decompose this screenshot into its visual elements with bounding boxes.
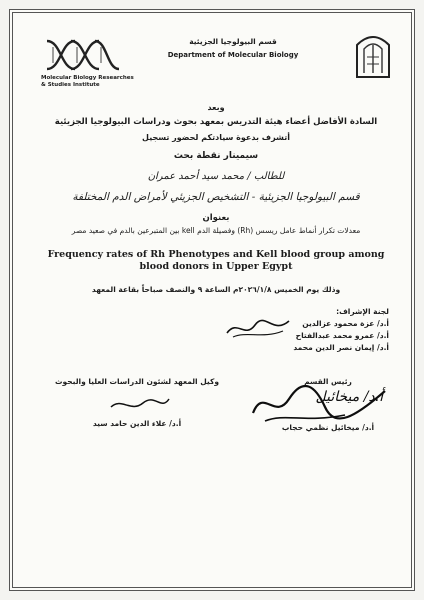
vice-dean-signature	[105, 393, 175, 417]
seminar-title-ar: معدلات تكرار أنماط عامل ريسس (Rh) وفصيلة الدم kell بين المتبرعين بالدم في صعيد مصر	[71, 226, 361, 235]
department-head-title: رئيس القسم	[304, 377, 352, 386]
department-head-name: أ.د/ ميخائيل نظمي حجاب	[281, 423, 375, 432]
university-logo	[353, 31, 393, 79]
seminar-title-en: Frequency rates of Rh Phenotypes and Kell blood group among blood donors in Upper Egypt	[47, 249, 385, 272]
greeting: وبعد	[207, 103, 225, 112]
student-name: للطالب / محمد سيد أحمد عمران	[147, 171, 285, 182]
committee-signature	[223, 313, 293, 343]
department-specialty: قسم البيولوجيا الجزيئية - التشخيص الجزيئي لأمراض الدم المختلفة	[72, 191, 360, 203]
department-head-signature	[245, 377, 395, 427]
institute-logo	[41, 35, 127, 105]
department-name-en: Department of Molecular Biology	[167, 51, 299, 59]
invitation-line: أتشرف بدعوة سيادتكم لحضور تسجيل	[142, 133, 290, 142]
invitation-sheet	[9, 9, 415, 591]
institute-name-line2: & Studies Institute	[41, 82, 100, 88]
addressee-line: السادة الأفاضل أعضاء هيئة التدريس بمعهد بحوث ودراسات البيولوجيا الجزيئية	[54, 117, 378, 127]
titled-label: بعنوان	[202, 213, 230, 223]
committee-member: أ.د/ عمرو محمد عبدالفتاح	[295, 331, 389, 340]
seminar-type: سيمينار نقطة بحث	[173, 151, 259, 161]
vice-dean-name: أ.د/ علاء الدين حامد سيد	[92, 419, 182, 428]
committee-member: أ.د/ إيمان نصر الدين محمد	[293, 343, 389, 352]
committee-member: أ.د/ عزة محمود عزالدين	[302, 319, 389, 328]
department-head-signature-text: أ.د/ ميخائيل	[315, 389, 383, 405]
department-name-ar: قسم البيولوجيا الجزيئية	[189, 37, 277, 46]
committee-label: لجنة الإشراف:	[336, 307, 389, 316]
vice-dean-title: وكيل المعهد لشئون الدراسات العليا والبحوث	[54, 377, 220, 386]
institute-name	[41, 75, 141, 89]
institute-name-line1: Molecular Biology Researches	[41, 75, 134, 81]
seminar-date: وذلك يوم الخميس ٢٠٢٦/١/٨م الساعة ٩ والنصف صباحاً بقاعة المعهد	[91, 285, 341, 294]
